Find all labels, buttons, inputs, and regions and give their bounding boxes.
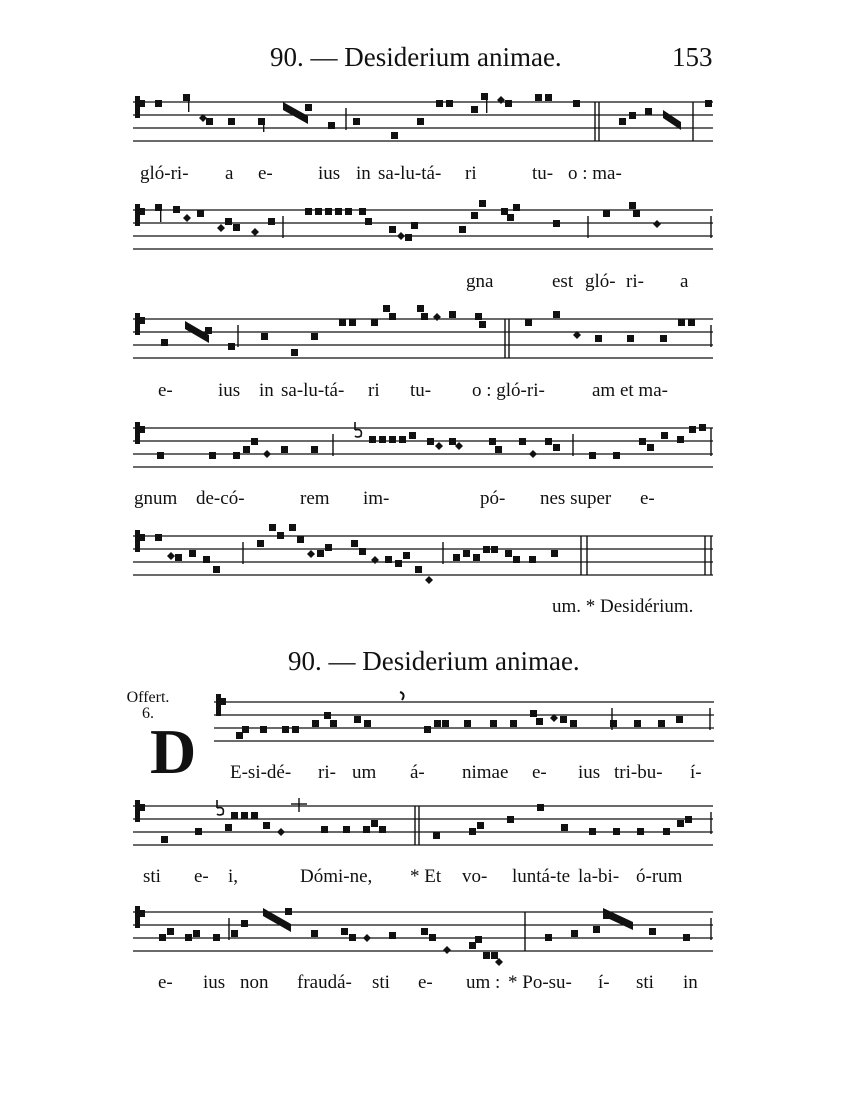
lyric-syllable: a bbox=[680, 271, 689, 292]
offertory-mode: 6. bbox=[142, 705, 154, 722]
lyric-syllable: sti bbox=[636, 972, 654, 993]
lyric-syllable: o : ma- bbox=[568, 163, 622, 184]
section-title: 90. — Desiderium animae. bbox=[288, 646, 580, 676]
lyric-syllable: sa-lu-tá- bbox=[378, 163, 442, 184]
lyric-syllable: sti bbox=[372, 972, 390, 993]
chant-staff bbox=[133, 88, 713, 152]
lyric-syllable: á- bbox=[410, 762, 425, 783]
lyric-syllable: non bbox=[240, 972, 269, 993]
page-number: 153 bbox=[672, 42, 713, 72]
lyric-syllable: um. * Desidérium. bbox=[552, 596, 694, 617]
lyric-syllable: nes super bbox=[540, 488, 612, 509]
lyric-syllable: tu- bbox=[410, 380, 432, 401]
lyric-syllable: luntá-te bbox=[512, 866, 571, 887]
running-title: 90. — Desiderium animae. bbox=[270, 42, 562, 72]
lyric-syllable: e- bbox=[194, 866, 209, 887]
lyric-syllable: est bbox=[552, 271, 574, 292]
lyric-syllable: e- bbox=[258, 163, 273, 184]
lyric-syllable: tri-bu- bbox=[614, 762, 663, 783]
lyric-syllable: gnum bbox=[134, 488, 178, 509]
lyric-syllable: rem bbox=[300, 488, 330, 509]
initial-letter: D bbox=[150, 716, 197, 787]
lyric-syllable: e- bbox=[532, 762, 547, 783]
lyric-syllable: fraudá- bbox=[297, 972, 352, 993]
offertory-label-text: Offert. bbox=[126, 689, 170, 706]
lyric-syllable: tu- bbox=[532, 163, 554, 184]
lyrics-line bbox=[0, 163, 850, 187]
chant-staff bbox=[133, 792, 713, 856]
lyrics-line bbox=[0, 596, 850, 620]
lyric-syllable: am et ma- bbox=[592, 380, 668, 401]
lyric-syllable: ri bbox=[465, 163, 477, 184]
lyric-syllable: ius bbox=[578, 762, 601, 783]
chant-staff bbox=[133, 522, 713, 592]
lyric-syllable: pó- bbox=[480, 488, 506, 509]
lyric-syllable: e- bbox=[158, 380, 173, 401]
lyric-syllable: o : gló-ri- bbox=[472, 380, 545, 401]
lyric-syllable: ri- bbox=[318, 762, 336, 783]
lyric-syllable: de-có- bbox=[196, 488, 245, 509]
lyric-syllable: in bbox=[259, 380, 274, 401]
lyric-syllable: gló-ri- bbox=[140, 163, 189, 184]
lyric-syllable: Dómi-ne, bbox=[300, 866, 373, 887]
lyric-syllable: nimae bbox=[462, 762, 509, 783]
lyric-syllable: í- bbox=[690, 762, 702, 783]
chant-staff bbox=[133, 305, 713, 369]
lyric-syllable: e- bbox=[418, 972, 433, 993]
lyric-syllable: sa-lu-tá- bbox=[281, 380, 345, 401]
lyric-syllable: la-bi- bbox=[578, 866, 620, 887]
running-head bbox=[0, 42, 850, 78]
lyric-syllable: um bbox=[352, 762, 377, 783]
lyric-syllable: ius bbox=[203, 972, 226, 993]
chant-staff bbox=[133, 414, 713, 478]
lyric-syllable: in bbox=[683, 972, 698, 993]
lyric-syllable: gló- bbox=[585, 271, 616, 292]
lyric-syllable: im- bbox=[363, 488, 390, 509]
lyric-syllable: i, bbox=[228, 866, 239, 887]
lyric-syllable: * Et bbox=[410, 866, 442, 887]
lyric-syllable: a bbox=[225, 163, 234, 184]
lyric-syllable: E-si-dé- bbox=[230, 762, 292, 783]
lyric-syllable: * Po-su- bbox=[508, 972, 572, 993]
lyric-syllable: um : bbox=[466, 972, 501, 993]
lyric-syllable: vo- bbox=[462, 866, 488, 887]
lyrics-line bbox=[0, 380, 850, 404]
lyric-syllable: sti bbox=[143, 866, 161, 887]
lyrics-line bbox=[0, 271, 850, 295]
lyric-syllable: ó-rum bbox=[636, 866, 683, 887]
lyric-syllable: í- bbox=[598, 972, 610, 993]
lyric-syllable: gna bbox=[466, 271, 494, 292]
lyric-syllable: ius bbox=[318, 163, 341, 184]
lyric-syllable: ri bbox=[368, 380, 380, 401]
lyrics-line bbox=[0, 972, 850, 996]
chant-staff bbox=[133, 196, 713, 260]
lyric-syllable: ius bbox=[218, 380, 241, 401]
lyric-syllable: in bbox=[356, 163, 371, 184]
lyrics-line bbox=[0, 762, 850, 786]
lyrics-line bbox=[0, 866, 850, 890]
lyric-syllable: e- bbox=[640, 488, 655, 509]
chant-staff bbox=[133, 898, 713, 970]
chant-staff bbox=[214, 688, 714, 752]
lyrics-line bbox=[0, 488, 850, 512]
lyric-syllable: ri- bbox=[626, 271, 644, 292]
lyric-syllable: e- bbox=[158, 972, 173, 993]
